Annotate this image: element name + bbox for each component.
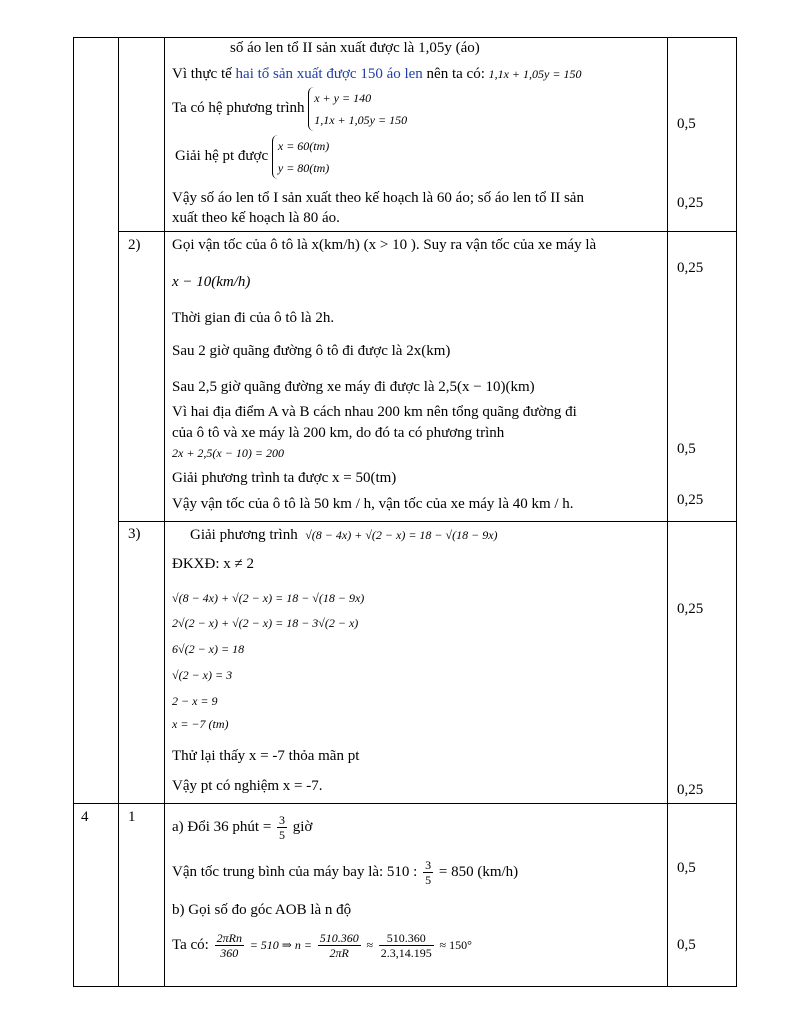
- cont-system-1: Ta có hệ phương trình x + y = 140 1,1x + 1,05y = 150: [172, 86, 407, 131]
- q3-line-2: ĐKXĐ: x ≠ 2: [172, 556, 254, 572]
- q2-line-5: Sau 2,5 giờ quãng đường xe máy đi được là 2,5(x − 10)(km): [172, 379, 535, 395]
- table-col-divider-3: [667, 37, 668, 987]
- score-cont-1: 0,5: [677, 116, 696, 132]
- q3-eq-1: √(8 − 4x) + √(2 − x) = 18 − √(18 − 9x): [172, 591, 365, 605]
- row-divider-q2: [118, 231, 737, 232]
- q3-label: 3): [128, 526, 141, 542]
- score-cont-2: 0,25: [677, 195, 704, 211]
- score-q3-1: 0,25: [677, 601, 704, 617]
- cont-line-2: Vì thực tế hai tổ sản xuất được 150 áo len nên ta có: 1,1x + 1,05y = 150: [172, 66, 582, 82]
- table-border-right: [736, 37, 737, 987]
- q2-line-2: x − 10(km/h): [172, 274, 251, 290]
- table-border-left: [73, 37, 74, 987]
- table-border-top: [73, 37, 737, 38]
- q2-line-8: 2x + 2,5(x − 10) = 200: [172, 446, 284, 460]
- q2-label: 2): [128, 237, 141, 253]
- q4-angle-formula: Ta có: $\frac{\text{2πRn}}{360}$ = 510 ⇒ n = $\frac{510.360}{2\pi R}$ ≈ $\frac{510.360}{2.3,14.195}$ ≈ 150°: [172, 931, 472, 961]
- q3-line-4: Vậy pt có nghiệm x = -7.: [172, 778, 323, 794]
- score-q2-1: 0,25: [677, 260, 704, 276]
- q2-line-4: Sau 2 giờ quãng đường ô tô đi được là 2x(km): [172, 343, 451, 359]
- score-q4-2: 0,5: [677, 937, 696, 953]
- q3-eq-2: 2√(2 − x) + √(2 − x) = 18 − 3√(2 − x): [172, 616, 359, 630]
- row-divider-q3: [118, 521, 737, 522]
- cont-system-2: Giải hệ pt được x = 60(tm) y = 80(tm): [175, 134, 329, 179]
- q4-number: 4: [81, 809, 89, 825]
- cont-line-5: Vậy số áo len tổ I sản xuất theo kế hoạch là 60 áo; số áo len tổ II sản: [172, 190, 584, 206]
- q2-line-9: Giải phương trình ta được x = 50(tm): [172, 470, 397, 486]
- q4-part-label: 1: [128, 809, 136, 825]
- q4-convert-line: a) Đổi 36 phút = $\frac{3}{5}$ giờ: [172, 813, 313, 843]
- q3-eq-3: 6√(2 − x) = 18: [172, 642, 245, 656]
- fraction-3-5-speed: $\frac{3}{5}$: [425, 858, 432, 888]
- q2-line-6: Vì hai địa điểm A và B cách nhau 200 km nên tổng quãng đường đi: [172, 404, 577, 420]
- q2-line-7: của ô tô và xe máy là 200 km, do đó ta có phương trình: [172, 425, 505, 441]
- q2-line-10: Vậy vận tốc của ô tô là 50 km / h, vận tốc của xe máy là 40 km / h.: [172, 496, 574, 512]
- table-col-divider-1: [118, 37, 119, 987]
- q4-part-b: b) Gọi số đo góc AOB là n độ: [172, 902, 352, 918]
- q3-line-3: Thử lại thấy x = -7 thỏa mãn pt: [172, 748, 360, 764]
- score-q4-1: 0,5: [677, 860, 696, 876]
- cont-line-6: xuất theo kế hoạch là 80 áo.: [172, 210, 340, 226]
- table-border-bottom: [73, 986, 737, 987]
- fraction-3-5: $\frac{3}{5}$: [279, 813, 286, 843]
- q3-eq-4: √(2 − x) = 3: [172, 668, 233, 682]
- q2-line-1: Gọi vận tốc của ô tô là x(km/h) (x > 10 ). Suy ra vận tốc của xe máy là: [172, 237, 597, 253]
- q3-line-1: Giải phương trình √(8 − 4x) + √(2 − x) = 18 − √(18 − 9x): [190, 527, 498, 543]
- score-q3-2: 0,25: [677, 782, 704, 798]
- cont-line-1: số áo len tổ II sản xuất được là 1,05y (áo): [230, 40, 480, 56]
- score-q2-3: 0,25: [677, 492, 704, 508]
- q4-speed-line: Vận tốc trung bình của máy bay là: 510 : $\frac{3}{5}$ = 850 (km/h): [172, 858, 519, 888]
- q3-eq-5: 2 − x = 9: [172, 694, 218, 708]
- q3-eq-6: x = −7 (tm): [172, 717, 229, 731]
- row-divider-q4: [73, 803, 737, 804]
- table-col-divider-2: [164, 37, 165, 987]
- q2-line-3: Thời gian đi của ô tô là 2h.: [172, 310, 335, 326]
- score-q2-2: 0,5: [677, 441, 696, 457]
- answer-table: [73, 37, 737, 987]
